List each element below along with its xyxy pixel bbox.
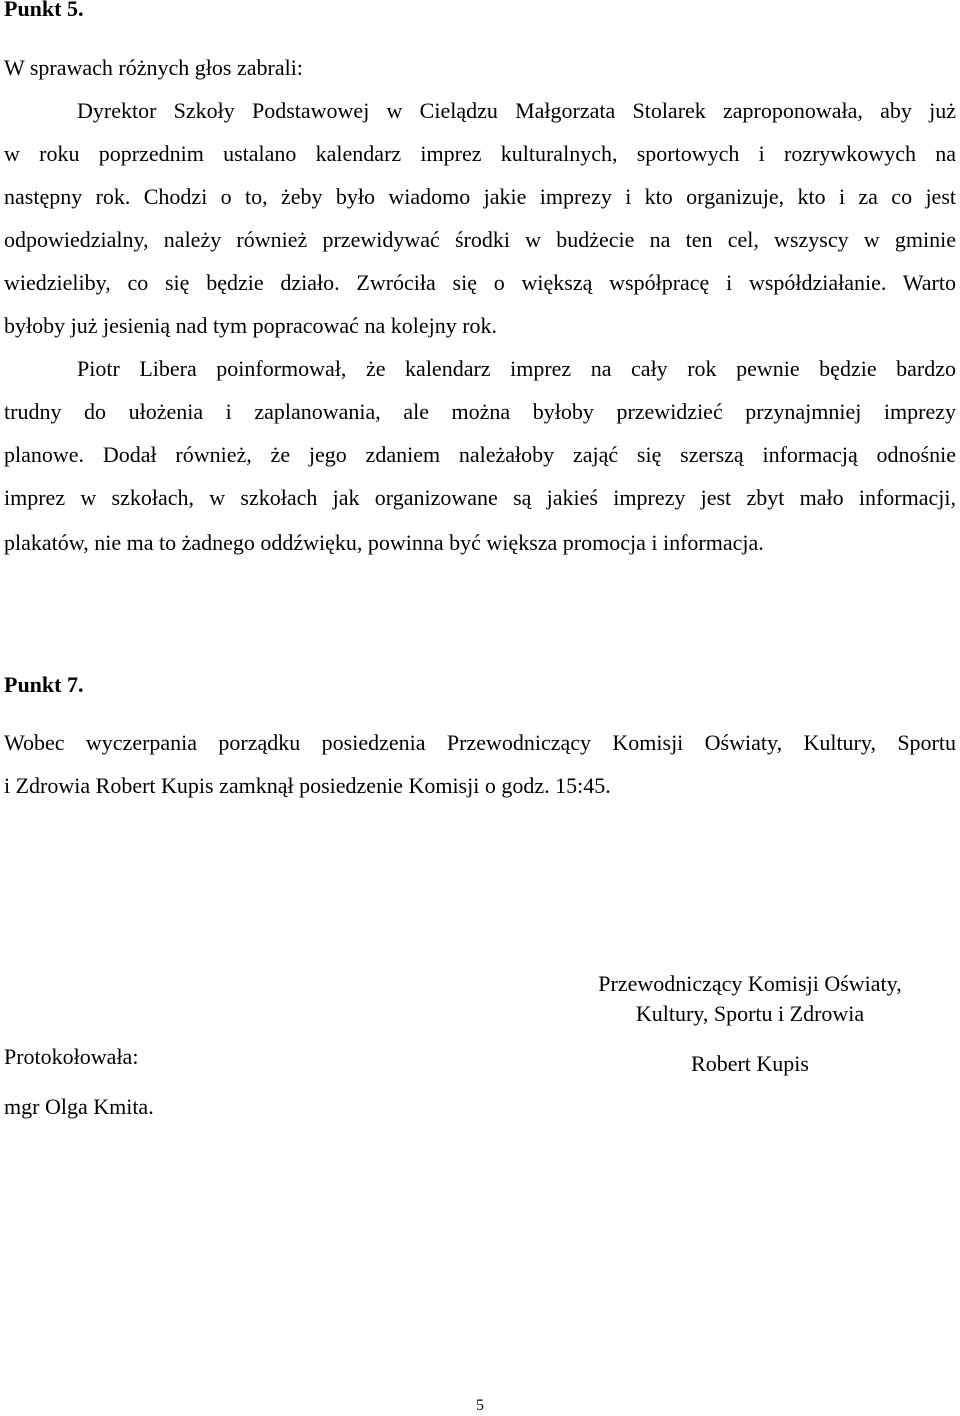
section-intro: W sprawach różnych głos zabrali: (4, 55, 303, 80)
section-heading-punkt-5: Punkt 5. (4, 0, 84, 21)
chair-title-line-1: Przewodniczący Komisji Oświaty, (598, 971, 902, 996)
paragraph-line: Wobec wyczerpania porządku posiedzenia Przewodniczący Komisji Oświaty, Kultury, Sportu (4, 730, 956, 755)
paragraph-line: i Zdrowia Robert Kupis zamknął posiedzenie Komisji o godz. 15:45. (4, 773, 611, 798)
chair-title-line-2: Kultury, Sportu i Zdrowia (635, 1001, 865, 1026)
paragraph-line: Piotr Libera poinformował, że kalendarz imprez na cały rok pewnie będzie bardzo (77, 356, 956, 381)
section-heading-punkt-7: Punkt 7. (4, 672, 84, 697)
page-number: 5 (476, 1397, 484, 1414)
paragraph-line: wiedzieliby, co się będzie działo. Zwróciła się o większą współpracę i współdziałanie. Warto (4, 270, 956, 295)
paragraph-line: w roku poprzednim ustalano kalendarz imprez kulturalnych, sportowych i rozrywkowych na (4, 141, 956, 166)
paragraph-line: planowe. Dodał również, że jego zdaniem należałoby zająć się szerszą informacją odnośnie (4, 442, 956, 467)
paragraph-line: imprez w szkołach, w szkołach jak organizowane są jakieś imprezy jest zbyt mało informacji, (4, 485, 956, 510)
paragraph-line: Dyrektor Szkoły Podstawowej w Cielądzu Małgorzata Stolarek zaproponowała, aby już (77, 98, 956, 123)
paragraph-line: następny rok. Chodzi o to, żeby było wiadomo jakie imprezy i kto organizuje, kto i za co jest (4, 184, 956, 209)
recorder-label: Protokołowała: (4, 1044, 139, 1069)
paragraph-line: plakatów, nie ma to żadnego oddźwięku, powinna być większa promocja i informacja. (4, 530, 764, 555)
paragraph-line: odpowiedzialny, należy również przewidywać środki w budżecie na ten cel, wszyscy w gminie (4, 227, 956, 252)
paragraph-line: trudny do ułożenia i zaplanowania, ale można byłoby przewidzieć przynajmniej imprezy (4, 399, 956, 424)
paragraph-line: byłoby już jesienią nad tym popracować na kolejny rok. (4, 313, 498, 338)
recorder-name: mgr Olga Kmita. (4, 1094, 154, 1119)
chair-name: Robert Kupis (691, 1051, 809, 1076)
